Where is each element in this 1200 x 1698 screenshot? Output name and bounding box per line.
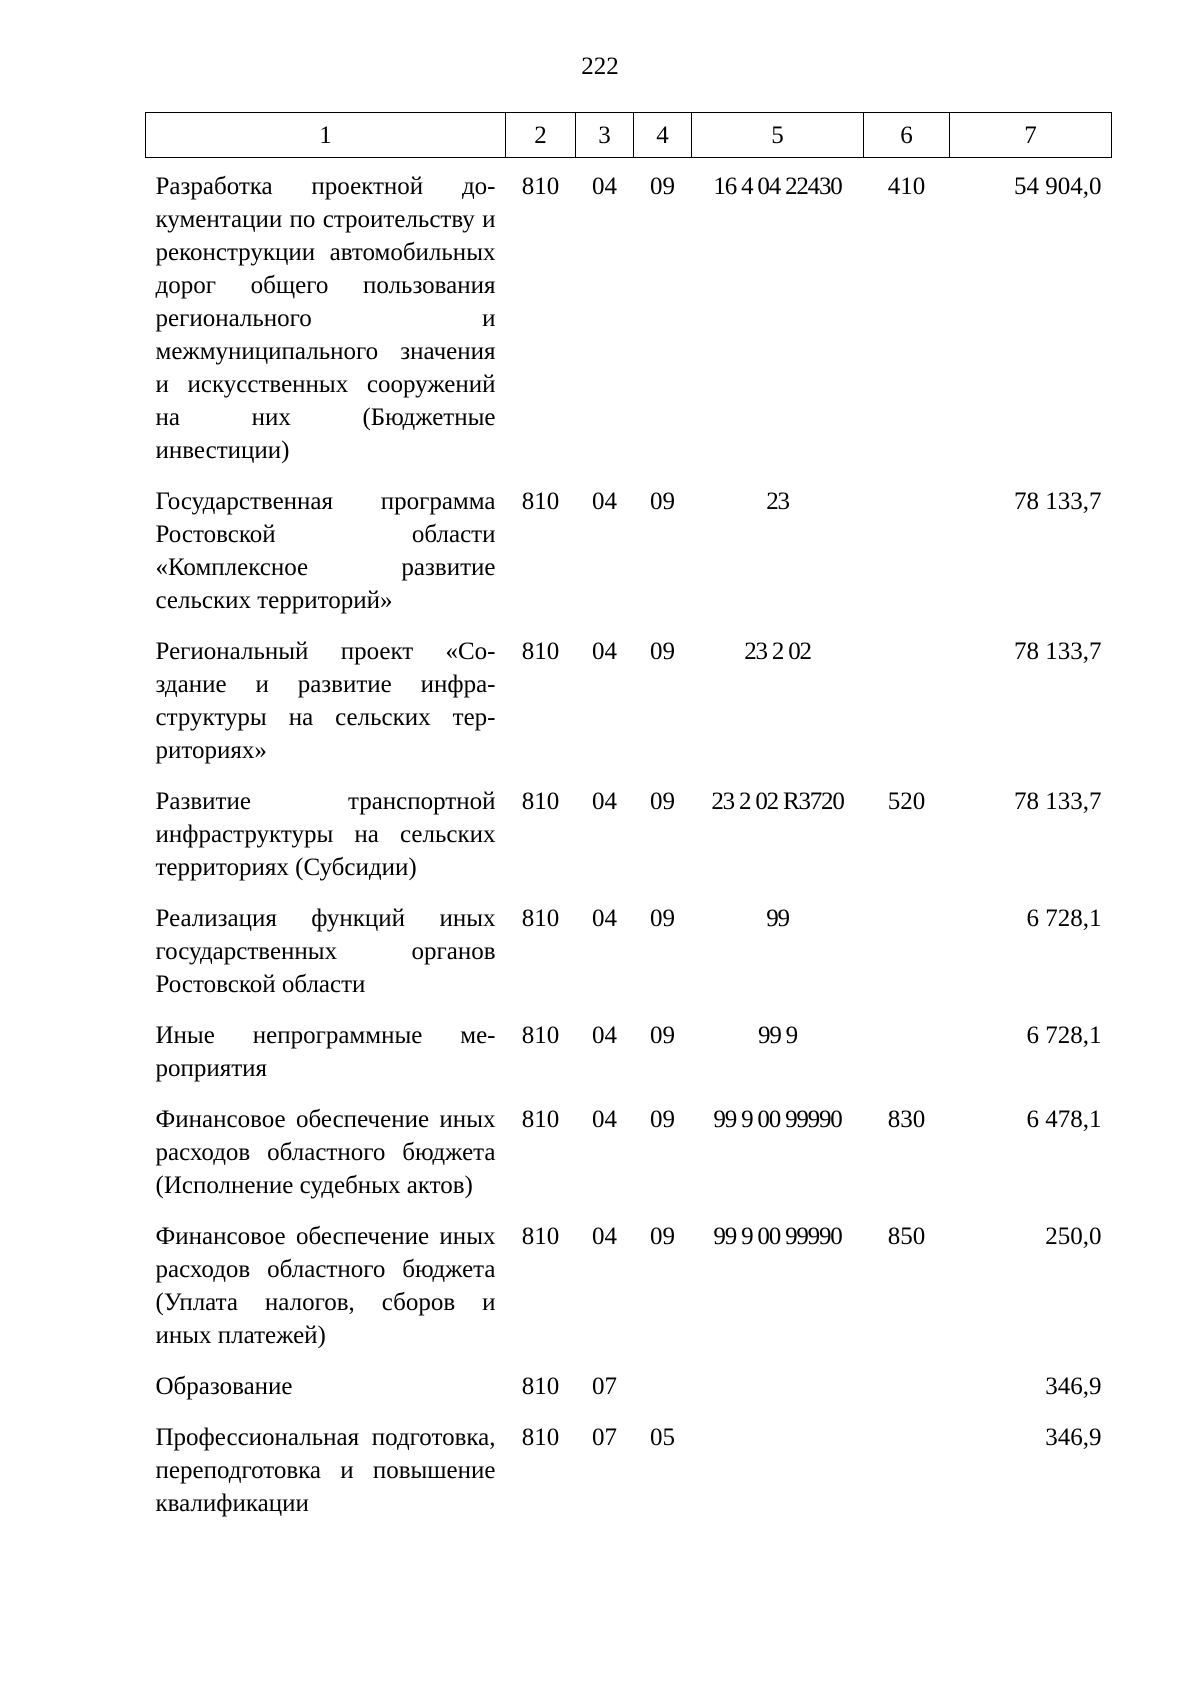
row-expense-type: 520 [887, 788, 926, 815]
row-section-code: 04 [592, 488, 617, 515]
row-name: Реализация функций иных государственных органов Ростовской области [155, 905, 496, 998]
row-subsection-code: 09 [650, 1106, 675, 1133]
row-subsection-code: 09 [650, 1223, 675, 1250]
row-amount: 346,9 [1045, 1373, 1102, 1400]
row-expense-type: 850 [887, 1223, 926, 1250]
row-subsection-code: 09 [650, 638, 675, 665]
row-ministry-code: 810 [521, 173, 560, 200]
row-target-code [692, 1409, 864, 1526]
column-header-3: 3 [576, 113, 634, 158]
row-subsection-code: 09 [650, 788, 675, 815]
row-section-code: 04 [592, 1022, 617, 1049]
row-section-code: 04 [592, 788, 617, 815]
row-amount: 78 133,7 [1014, 638, 1102, 665]
row-ministry-code: 810 [521, 638, 560, 665]
row-ministry-code: 810 [521, 1424, 560, 1451]
row-name: Развитие транспортной инфраструктуры на сельских территориях (Субсидии) [155, 788, 496, 881]
row-target-code [692, 1358, 864, 1409]
row-name: Государственная программа Ростовской области «Комплексное развитие сельских территорий» [155, 488, 496, 614]
row-name: Финансовое обеспечение иных расходов областного бюджета (Исполнение судебных актов) [155, 1106, 496, 1199]
row-target-code: 23 2 02 R3720 [711, 788, 844, 815]
row-ministry-code: 810 [521, 1106, 560, 1133]
row-target-code: 99 9 [758, 1022, 797, 1049]
row-amount: 6 728,1 [1026, 905, 1102, 932]
row-expense-type [864, 623, 950, 773]
table-row [146, 1091, 1112, 1208]
row-expense-type: 830 [887, 1106, 926, 1133]
row-amount: 346,9 [1045, 1424, 1102, 1451]
row-amount: 54 904,0 [1014, 173, 1102, 200]
column-header-2: 2 [506, 113, 576, 158]
row-amount: 6 728,1 [1026, 1022, 1102, 1049]
column-header-7: 7 [950, 113, 1112, 158]
budget-table [145, 112, 1112, 1526]
table-row [146, 473, 1112, 623]
page-number: 222 [581, 53, 619, 80]
row-target-code: 99 9 00 99990 [713, 1106, 842, 1133]
row-subsection-code: 05 [650, 1424, 675, 1451]
row-name: Региональный проект «Создание и развитие инфраструктуры на сельских территориях» [155, 638, 496, 764]
row-ministry-code: 810 [521, 488, 560, 515]
row-ministry-code: 810 [521, 788, 560, 815]
row-name: Образование [155, 1373, 293, 1400]
row-subsection-code: 09 [650, 488, 675, 515]
row-section-code: 07 [592, 1373, 617, 1400]
row-name: Финансовое обеспечение иных расходов областного бюджета (Уплата налогов, сборов и иных платежей) [155, 1223, 496, 1349]
row-section-code: 04 [592, 173, 617, 200]
row-section-code: 04 [592, 905, 617, 932]
row-section-code: 04 [592, 1106, 617, 1133]
column-header-6: 6 [864, 113, 950, 158]
row-section-code: 07 [592, 1424, 617, 1451]
table-row [146, 890, 1112, 1007]
table-header-row [146, 113, 1112, 158]
row-ministry-code: 810 [521, 1373, 560, 1400]
column-header-1: 1 [146, 113, 506, 158]
row-subsection-code [634, 1358, 692, 1409]
row-expense-type [864, 1409, 950, 1526]
row-ministry-code: 810 [521, 1223, 560, 1250]
row-expense-type [864, 473, 950, 623]
row-amount: 78 133,7 [1014, 488, 1102, 515]
row-subsection-code: 09 [650, 173, 675, 200]
row-expense-type: 410 [887, 173, 926, 200]
row-ministry-code: 810 [521, 1022, 560, 1049]
row-amount: 6 478,1 [1026, 1106, 1102, 1133]
column-header-5: 5 [692, 113, 864, 158]
row-target-code: 99 [766, 905, 789, 932]
row-target-code: 16 4 04 22430 [713, 173, 842, 200]
row-section-code: 04 [592, 638, 617, 665]
table-row [146, 623, 1112, 773]
row-expense-type [864, 1358, 950, 1409]
table-row [146, 1208, 1112, 1358]
row-name: Разработка проектной документации по строительству и реконструкции автомобильных дорог общего пользования регионального и межмуниципального значения и искусственных сооружений на них (Бюджетные инвестиции) [155, 173, 496, 464]
row-amount: 250,0 [1045, 1223, 1102, 1250]
row-expense-type [864, 890, 950, 1007]
table-row [146, 773, 1112, 890]
table-row [146, 158, 1112, 474]
table-row [146, 1358, 1112, 1409]
row-target-code: 23 [766, 488, 789, 515]
row-target-code: 23 2 02 [744, 638, 811, 665]
row-subsection-code: 09 [650, 1022, 675, 1049]
row-target-code: 99 9 00 99990 [713, 1223, 842, 1250]
row-expense-type [864, 1007, 950, 1091]
row-name: Профессиональная подготовка, переподготовка и повышение квалификации [155, 1424, 496, 1517]
row-ministry-code: 810 [521, 905, 560, 932]
row-section-code: 04 [592, 1223, 617, 1250]
row-amount: 78 133,7 [1014, 788, 1102, 815]
table-row [146, 1007, 1112, 1091]
table-row [146, 1409, 1112, 1526]
column-header-4: 4 [634, 113, 692, 158]
row-name: Иные непрограммные мероприятия [155, 1022, 496, 1082]
row-subsection-code: 09 [650, 905, 675, 932]
